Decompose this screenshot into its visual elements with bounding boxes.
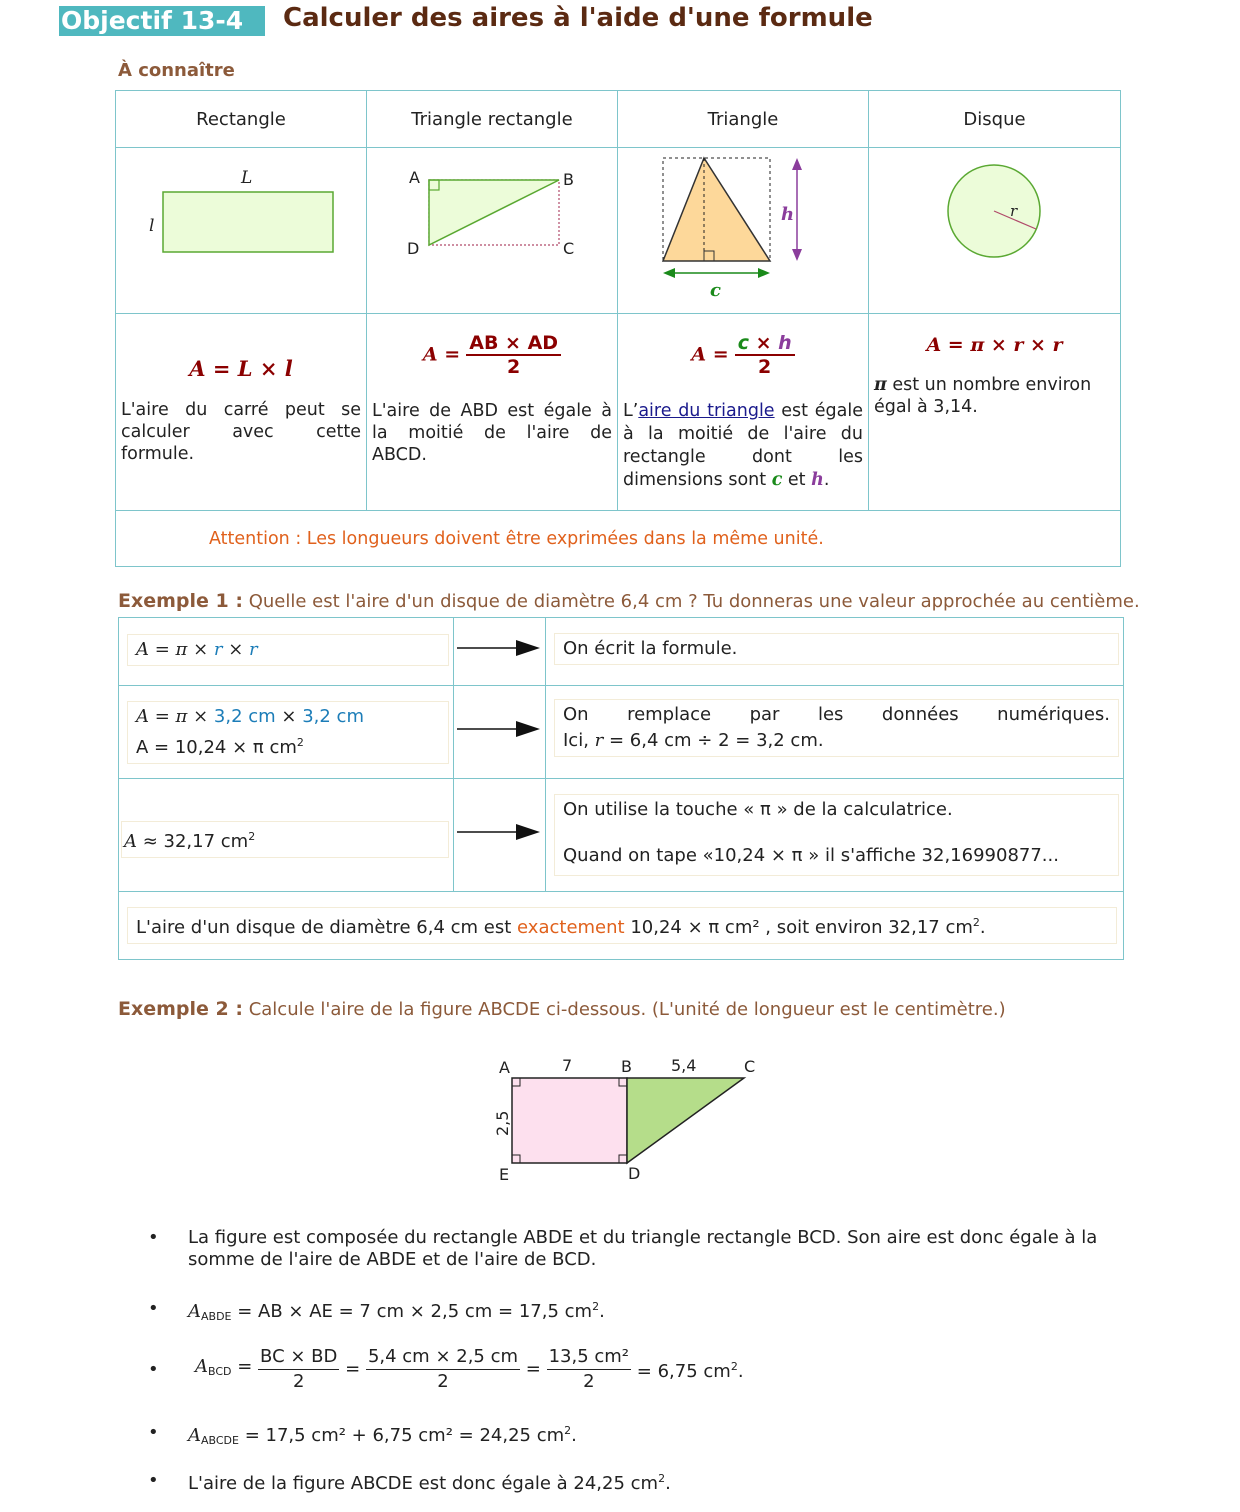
example-1-label: Exemple 1 :	[118, 590, 243, 612]
bullet-1-text: La figure est composée du rectangle ABDE et du triangle rectangle BCD. Son aire est donc égale à la somme de l'aire de ABDE et de l'aire de BCD.	[188, 1227, 1098, 1270]
bullet-3-frac3-num: 13,5 cm²	[547, 1345, 631, 1370]
bullet-2-calc: = AB × AE = 7 cm × 2,5 cm = 17,5 cm	[231, 1301, 593, 1322]
ex1-row2-explanation-line1: On remplace par les données numériques.	[563, 704, 1110, 725]
ex1-row3-explanation-line1: On utilise la touche « π » de la calculatrice.	[563, 799, 953, 820]
example-2-label: Exemple 2 :	[118, 998, 243, 1020]
right-triangle-note: L'aire de ABD est égale à la moitié de l'aire de ABCD.	[372, 401, 612, 465]
triangle-area-link[interactable]: aire du triangle	[638, 401, 775, 421]
arrow-icon	[454, 818, 546, 848]
bullet-icon: •	[148, 1227, 159, 1248]
right-triangle-figure	[367, 148, 617, 308]
point-d-label: D	[628, 1164, 641, 1183]
bullet-3-frac1-num: BC × BD	[258, 1345, 339, 1370]
ex1-row1-a: A = π ×	[136, 638, 214, 660]
rectangle-formula: A = L × l	[189, 356, 293, 381]
tri-formula-prefix: A =	[691, 343, 729, 366]
tri-note-and: et	[782, 470, 812, 490]
ex1-conclusion-d: .	[979, 917, 986, 938]
ex1-row2-r: r	[594, 730, 604, 751]
ex1-row3-right	[546, 779, 1124, 892]
length-ab-label: 7	[562, 1056, 573, 1075]
ex1-conclusion-c: 10,24 × π cm² , soit environ 32,17 cm	[624, 917, 973, 938]
rt-formula-prefix: A =	[422, 343, 461, 366]
tri-note-rest: est égale à la moitié de l'aire du rectangle dont les dimensions sont	[623, 401, 863, 490]
height-arrow-head-top	[792, 158, 802, 170]
example-1-table	[118, 617, 1124, 960]
bullet-3-frac2-num: 5,4 cm × 2,5 cm	[366, 1345, 520, 1370]
tri-num-times: ×	[748, 332, 779, 354]
ex1-row1-left	[119, 618, 454, 686]
rt-formula-fraction	[466, 332, 561, 378]
figure-right-triangle-cell	[367, 148, 618, 314]
tri-note-c: c	[771, 470, 783, 490]
rect-width-label: l	[149, 216, 155, 236]
bullet-4-sub: ABCDE	[201, 1434, 239, 1447]
ex1-row2-explanation	[554, 699, 1119, 757]
ex1-row3-arrow-cell	[454, 779, 546, 892]
rectangle-figure	[116, 148, 366, 308]
disk-note-text: est un nombre environ égal à 3,14.	[874, 375, 1092, 417]
bullet-icon: •	[148, 1359, 159, 1380]
ex1-conclusion-exactly: exactement	[517, 917, 625, 938]
ex1-conclusion-cell	[119, 892, 1124, 960]
objective-badge: Objectif 13-4	[59, 6, 265, 36]
triangle-formula	[623, 332, 863, 378]
bullet-2-sub: ABDE	[201, 1310, 232, 1323]
radius-label: r	[1010, 202, 1018, 220]
ex1-row2-arrow-cell	[454, 686, 546, 779]
bullet-4-calc: = 17,5 cm² + 6,75 cm² = 24,25 cm	[238, 1425, 565, 1446]
base-arrow-head-left	[663, 268, 675, 278]
figure-triangle-cell	[618, 148, 869, 314]
disk-note-pi: π	[874, 375, 887, 395]
disk-note	[874, 374, 1115, 418]
formula-table	[115, 90, 1121, 567]
ex1-conclusion: L'aire d'un disque de diamètre 6,4 cm est exactement 10,24 × π cm² , soit environ 32,17 $cm^2$.	[127, 907, 1117, 944]
bullet-4-text: $A_{ABCDE} = 17,5$ cm² + 6,75 cm² = 24,25 $cm^2$.	[188, 1424, 577, 1447]
ex1-row2-result: A = 10,24 × π cm	[136, 736, 297, 758]
arrow-icon	[454, 715, 546, 745]
triangle-shape	[663, 158, 770, 261]
length-bc-label: 5,4	[671, 1056, 697, 1075]
ex1-row1-formula	[127, 634, 449, 666]
warning-note: Attention : Les longueurs doivent être exprimées dans la même unité.	[116, 511, 1121, 567]
ex1-row3-left	[119, 779, 454, 892]
ex1-row1-r2: r	[249, 638, 258, 660]
point-e-label: E	[499, 1165, 510, 1184]
bullet-3-result: = 6,75 cm	[636, 1361, 731, 1382]
abcde-figure	[480, 1050, 780, 1190]
example-2-title	[118, 998, 1006, 1020]
vertex-label-b: B	[563, 170, 574, 189]
disk-figure	[869, 148, 1119, 308]
bullet-icon: •	[148, 1470, 159, 1491]
tri-note-h: h	[811, 470, 824, 490]
bullet-icon: •	[148, 1298, 159, 1319]
height-arrow-head-bottom	[792, 249, 802, 261]
triangle-note	[623, 400, 863, 492]
bullet-3-frac2-den: 2	[437, 1371, 449, 1392]
bullet-3-frac3-den: 2	[583, 1371, 595, 1392]
ex1-conclusion-a: L'aire d'un disque de diamètre 6,4 cm est	[136, 917, 518, 938]
col-header-triangle: Triangle	[618, 91, 869, 148]
example-1-title	[118, 590, 1140, 612]
col-header-rectangle: Rectangle	[116, 91, 367, 148]
rt-formula-denominator: 2	[507, 356, 521, 378]
bullet-2-text: $A_{ABDE}$ = AB × AE = 7 cm × 2,5 cm = 17,5 $cm^2$.	[188, 1300, 605, 1323]
bullet-icon: •	[148, 1422, 159, 1443]
point-a-label: A	[499, 1058, 510, 1077]
example-2-question: Calcule l'aire de la figure ABCDE ci-dessous. (L'unité de longueur est le centimètre.)	[248, 999, 1006, 1020]
ex1-row2-left	[119, 686, 454, 779]
example-1-question: Quelle est l'aire d'un disque de diamètre 6,4 cm ? Tu donneras une valeur approchée au centième.	[248, 591, 1140, 612]
tri-num-h: h	[778, 332, 792, 354]
ex1-row2-formula: A = π × 3,2 cm × 3,2 cm A = 10,24 × π $cm^2$	[127, 701, 449, 764]
tri-formula-fraction	[735, 332, 795, 378]
rectangle-abde	[512, 1078, 627, 1163]
bullet-5-text: L'aire de la figure ABCDE est donc égale à 24,25 $cm^2$.	[188, 1472, 671, 1494]
height-label: h	[781, 204, 795, 225]
ex1-row2-v2: 3,2 cm	[302, 705, 364, 727]
base-label: c	[710, 280, 721, 301]
right-triangle-shape	[429, 180, 559, 245]
ex1-row3-explanation	[554, 794, 1119, 876]
disk-formula: A = π × r × r	[926, 334, 1063, 356]
ex1-row1-explanation: On écrit la formule.	[554, 633, 1119, 665]
bullet-3-text: $A_{BCD}$ = $\frac{BC \times BD}{2}$ = $\frac{5,4 cm \times 2,5 cm}{2}$ = $\frac{\text{13,5 cm²}}{2}$ = 6,75 $cm^2$.	[195, 1346, 744, 1392]
ex1-row2-times: ×	[275, 705, 303, 727]
ex1-row2-here: Ici,	[563, 730, 595, 751]
vertex-label-c: C	[563, 239, 575, 258]
rectangle-formula-cell	[116, 314, 367, 511]
section-title-know: À connaître	[118, 60, 235, 81]
ex1-row3-explanation-line2: Quand on tape «10,24 × π » il s'affiche 32,16990877...	[563, 845, 1059, 866]
rectangle-note: L'aire du carré peut se calculer avec cette formule.	[121, 400, 361, 464]
ex1-row2-radius-calc: = 6,4 cm ÷ 2 = 3,2 cm.	[603, 730, 824, 751]
triangle-formula-cell	[618, 314, 869, 511]
tri-formula-numerator	[735, 332, 795, 356]
point-c-label: C	[744, 1057, 756, 1076]
ex1-row2-right	[546, 686, 1124, 779]
ex1-row1-r1: r	[213, 638, 223, 660]
rt-formula-numerator: AB × AD	[466, 332, 561, 356]
ex1-row1-times: ×	[222, 638, 250, 660]
point-b-label: B	[621, 1057, 632, 1076]
right-triangle-formula-cell	[367, 314, 618, 511]
tri-note-end: .	[823, 470, 830, 490]
figure-rectangle-cell	[116, 148, 367, 314]
col-header-disk: Disque	[869, 91, 1121, 148]
vertex-label-d: D	[407, 239, 420, 258]
ex1-row3-formula: A ≈ 32,17 $cm^2$	[121, 821, 449, 858]
bullet-3-frac1-den: 2	[292, 1371, 305, 1392]
length-ae-label: 2,5	[493, 1110, 512, 1136]
tri-note-prefix: L’	[623, 401, 639, 421]
figure-disk-cell	[869, 148, 1121, 314]
vertex-label-a: A	[409, 168, 420, 187]
triangle-bcd	[627, 1078, 744, 1163]
ex1-row2-v1: 3,2 cm	[213, 705, 276, 727]
col-header-right-triangle: Triangle rectangle	[367, 91, 618, 148]
ex1-row1-right	[546, 618, 1124, 686]
page-title: Calculer des aires à l'aide d'une formule	[283, 3, 873, 33]
tri-num-c: c	[737, 332, 749, 354]
bullet-5-conclusion: L'aire de la figure ABCDE est donc égale à 24,25 cm	[188, 1473, 659, 1494]
ex1-row1-arrow-cell	[454, 618, 546, 686]
rect-length-label: L	[241, 168, 253, 188]
rectangle-shape	[163, 192, 333, 252]
bullet-3-sub: BCD	[208, 1365, 232, 1378]
triangle-figure	[618, 148, 868, 308]
base-arrow-head-right	[758, 268, 770, 278]
ex1-row2-a: A = π ×	[136, 705, 214, 727]
disk-formula-cell	[869, 314, 1121, 511]
arrow-icon	[454, 634, 546, 664]
right-triangle-formula	[372, 332, 612, 378]
tri-formula-denominator: 2	[758, 356, 772, 378]
